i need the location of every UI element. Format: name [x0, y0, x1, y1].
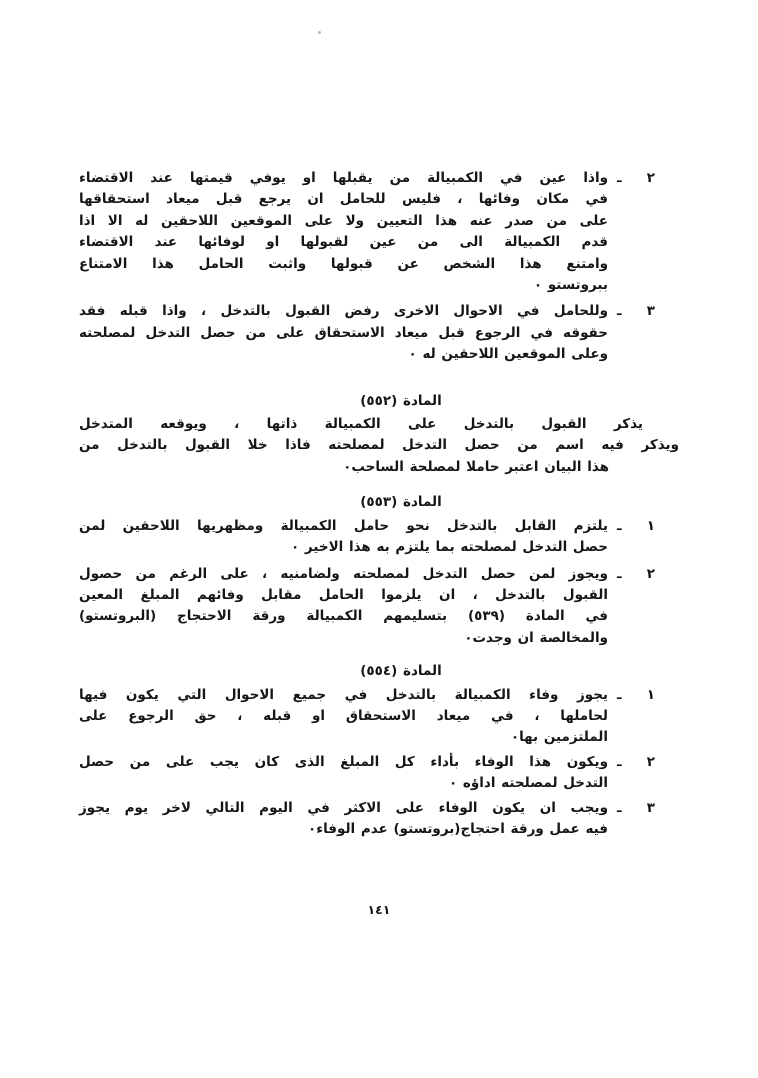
article-heading: المادة (٥٥٣) — [360, 494, 442, 511]
numbered-paragraph — [79, 752, 679, 795]
article-paragraph — [79, 414, 679, 478]
numbered-paragraph — [79, 168, 679, 296]
article-heading: المادة (٥٥٤) — [360, 663, 442, 680]
item-number: ٣ ـ — [617, 799, 655, 816]
text-line: ويذكر فيه اسم من حصل التدخل لمصلحته فاذا خلا القبول بالتدخل من — [79, 437, 679, 454]
numbered-paragraph — [79, 516, 679, 559]
text-line: وللحامل في الاحوال الاخرى رفض القبول بالتدخل ، واذا قبله فقد — [79, 303, 608, 320]
text-line: واذا عين في الكمبيالة من يقبلها او يوفي قيمتها عند الاقتضاء — [79, 170, 608, 186]
paragraph-body — [79, 516, 608, 559]
numbered-paragraph — [79, 301, 679, 365]
text-line: حصل التدخل لمصلحته بما يلتزم به هذا الاخير ٠ — [290, 539, 608, 556]
item-number: ١ ـ — [617, 517, 655, 534]
text-line: ويجوز لمن حصل التدخل لمصلحته ولضامنيه ، على الرغم من حصول — [79, 565, 608, 582]
text-line: يجوز وفاء الكمبيالة بالتدخل في جميع الاحوال التي يكون فيها — [79, 686, 608, 703]
text-line: في مكان وفائها ، فليس للحامل ان يرجع قبل ميعاد استحقاقها — [79, 191, 608, 208]
numbered-paragraph — [79, 798, 679, 841]
numbered-paragraph — [79, 564, 679, 650]
text-line: يلتزم القابل بالتدخل نحو حامل الكمبيالة ومظهريها اللاحقين لمن — [79, 517, 608, 534]
numbered-paragraph — [79, 685, 679, 749]
text-line: يذكر القبول بالتدخل على الكمبيالة ذاتها ، ويوقعه المتدخل — [79, 416, 643, 433]
item-number: ٢ ـ — [617, 170, 655, 186]
text-block — [79, 168, 679, 843]
article-heading: المادة (٥٥٢) — [360, 392, 442, 409]
scan-speck — [318, 31, 321, 34]
paragraph-body — [79, 564, 608, 650]
paragraph-body — [79, 301, 608, 365]
text-line: لحاملها ، في ميعاد الاستحقاق او قبله ، حق الرجوع على — [79, 707, 608, 724]
text-line: حقوقه في الرجوع قبل ميعاد الاستحقاق على من حصل التدخل لمصلحته — [79, 324, 608, 341]
text-line: في المادة (٥٣٩) بتسليمهم الكمبيالة ورقة الاحتجاج (البروتستو) — [79, 608, 609, 625]
text-line: فيه عمل ورقة احتجاج(بروتستو) عدم الوفاء٠ — [307, 820, 608, 837]
text-line: وامتنع هذا الشخص عن قبولها واثبت الحامل هذا الامتناع — [79, 255, 608, 272]
paragraph-body — [79, 685, 608, 749]
item-number: ٣ ـ — [617, 303, 655, 320]
text-line: ويكون هذا الوفاء بأداء كل المبلغ الذى كان يجب على من حصل — [79, 753, 608, 770]
item-number: ١ ـ — [617, 686, 655, 703]
item-number: ٢ ـ — [617, 565, 655, 582]
paragraph-body — [79, 168, 608, 296]
paragraph-body — [79, 752, 608, 795]
text-line: قدم الكمبيالة الى من عين لقبولها او لوفائها عند الاقتضاء — [79, 234, 608, 251]
text-line: الملتزمين بها٠ — [510, 729, 608, 746]
text-line: وعلى الموقعين اللاحقين له ٠ — [408, 346, 608, 363]
text-line: ويجب ان يكون الوفاء على الاكثر في اليوم التالي لاخر يوم يجوز — [79, 799, 608, 816]
text-line: ببروتستو ٠ — [533, 277, 608, 294]
paragraph-body — [79, 798, 608, 841]
item-number: ٢ ـ — [617, 753, 655, 770]
text-line: القبول بالتدخل ، ان يلزموا الحامل مقابل وفائهم المبلغ المعين — [79, 586, 608, 603]
page-number: ١٤١ — [367, 902, 391, 917]
text-line: التدخل لمصلحته اداؤه ٠ — [448, 775, 608, 792]
text-line: والمخالصة ان وجدت٠ — [464, 629, 608, 646]
text-line: على من صدر عنه هذا التعيين ولا على الموقعين اللاحقين له الا اذا — [79, 212, 608, 229]
text-line: هذا البيان اعتبر حاملا لمصلحة الساحب٠ — [343, 458, 609, 475]
